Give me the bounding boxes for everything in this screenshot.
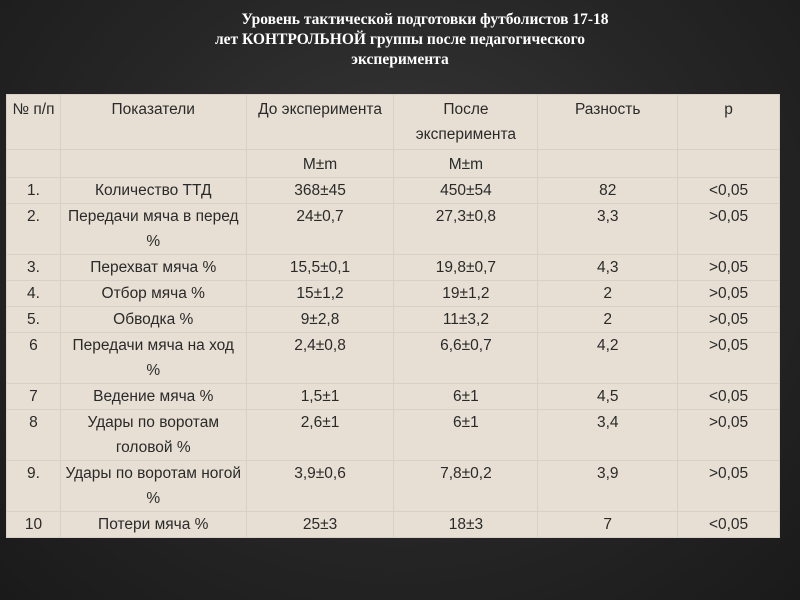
table-row (7, 512, 780, 538)
table-row (7, 307, 780, 333)
header-after: После эксперимента (394, 95, 538, 150)
subheader-empty (7, 150, 61, 178)
cell-diff: 3,4 (538, 410, 678, 461)
cell-num: 8 (7, 410, 61, 461)
cell-before: 24±0,7 (246, 204, 394, 255)
cell-name: Количество ТТД (60, 178, 246, 204)
table-row (7, 281, 780, 307)
cell-diff: 4,5 (538, 384, 678, 410)
table-row (7, 333, 780, 384)
cell-name: Удары по воротам ногой % (60, 461, 246, 512)
cell-p: <0,05 (678, 512, 780, 538)
cell-p: >0,05 (678, 410, 780, 461)
header-before: До эксперимента (246, 95, 394, 150)
cell-diff: 4,3 (538, 255, 678, 281)
cell-name: Обводка % (60, 307, 246, 333)
cell-after: 7,8±0,2 (394, 461, 538, 512)
cell-after: 6±1 (394, 410, 538, 461)
cell-after: 6,6±0,7 (394, 333, 538, 384)
header-p: р (678, 95, 780, 150)
subheader-after: M±m (394, 150, 538, 178)
header-diff: Разность (538, 95, 678, 150)
cell-num: 2. (7, 204, 61, 255)
cell-name: Передачи мяча на ход % (60, 333, 246, 384)
cell-name: Перехват мяча % (60, 255, 246, 281)
cell-after: 27,3±0,8 (394, 204, 538, 255)
cell-before: 9±2,8 (246, 307, 394, 333)
cell-num: 10 (7, 512, 61, 538)
cell-after: 6±1 (394, 384, 538, 410)
subheader-empty (538, 150, 678, 178)
table-row (7, 178, 780, 204)
cell-p: >0,05 (678, 333, 780, 384)
cell-p: >0,05 (678, 204, 780, 255)
cell-num: 1. (7, 178, 61, 204)
header-row (7, 95, 780, 150)
cell-diff: 82 (538, 178, 678, 204)
cell-num: 7 (7, 384, 61, 410)
cell-diff: 2 (538, 281, 678, 307)
cell-before: 1,5±1 (246, 384, 394, 410)
cell-after: 19±1,2 (394, 281, 538, 307)
table-row (7, 255, 780, 281)
slide-title (120, 10, 680, 70)
cell-diff: 7 (538, 512, 678, 538)
cell-name: Удары по воротам головой % (60, 410, 246, 461)
cell-before: 15±1,2 (246, 281, 394, 307)
cell-diff: 3,9 (538, 461, 678, 512)
subheader-empty (60, 150, 246, 178)
cell-before: 2,4±0,8 (246, 333, 394, 384)
cell-p: >0,05 (678, 255, 780, 281)
cell-p: >0,05 (678, 307, 780, 333)
cell-after: 450±54 (394, 178, 538, 204)
cell-diff: 4,2 (538, 333, 678, 384)
cell-before: 3,9±0,6 (246, 461, 394, 512)
title-line-3: эксперимента (351, 51, 449, 68)
subheader-row (7, 150, 780, 178)
cell-num: 3. (7, 255, 61, 281)
cell-diff: 2 (538, 307, 678, 333)
subheader-empty (678, 150, 780, 178)
table-row (7, 461, 780, 512)
cell-after: 11±3,2 (394, 307, 538, 333)
cell-p: <0,05 (678, 178, 780, 204)
table-body (7, 178, 780, 538)
cell-name: Ведение мяча % (60, 384, 246, 410)
cell-after: 19,8±0,7 (394, 255, 538, 281)
cell-before: 25±3 (246, 512, 394, 538)
title-line-2: лет КОНТРОЛЬНОЙ группы после педагогического (214, 31, 586, 48)
cell-p: >0,05 (678, 461, 780, 512)
cell-num: 4. (7, 281, 61, 307)
cell-num: 5. (7, 307, 61, 333)
subheader-before: M±m (246, 150, 394, 178)
cell-p: <0,05 (678, 384, 780, 410)
cell-name: Потери мяча % (60, 512, 246, 538)
table-row (7, 384, 780, 410)
cell-diff: 3,3 (538, 204, 678, 255)
results-table (6, 94, 780, 538)
table-row (7, 410, 780, 461)
cell-name: Передачи мяча в перед % (60, 204, 246, 255)
cell-before: 368±45 (246, 178, 394, 204)
cell-name: Отбор мяча % (60, 281, 246, 307)
cell-num: 9. (7, 461, 61, 512)
cell-before: 2,6±1 (246, 410, 394, 461)
table-row (7, 204, 780, 255)
header-indicator: Показатели (60, 95, 246, 150)
cell-after: 18±3 (394, 512, 538, 538)
cell-before: 15,5±0,1 (246, 255, 394, 281)
title-line-1: Уровень тактической подготовки футболистов 17-18 (241, 11, 609, 28)
cell-num: 6 (7, 333, 61, 384)
header-num: № п/п (7, 95, 61, 150)
cell-p: >0,05 (678, 281, 780, 307)
